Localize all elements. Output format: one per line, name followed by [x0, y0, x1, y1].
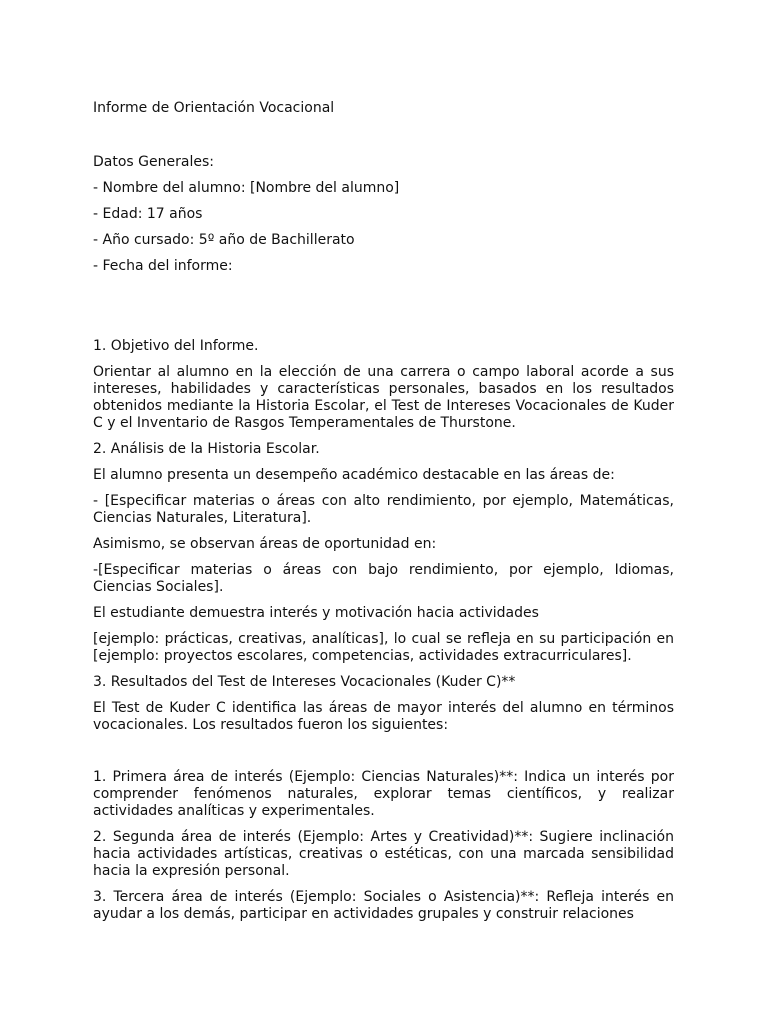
grade-line: - Año cursado: 5º año de Bachillerato: [93, 232, 355, 248]
section-2-paragraph-1: El alumno presenta un desempeño académico destacable en las áreas de:: [93, 467, 615, 483]
section-2-paragraph-6: [ejemplo: prácticas, creativas, analíticas], lo cual se refleja en su participación en [ejemplo: proyectos escolares, competencias, actividades extracurriculares].: [93, 631, 674, 664]
document-page: [93, 100, 674, 923]
document-title: Informe de Orientación Vocacional: [93, 100, 335, 116]
section-2-paragraph-3: Asimismo, se observan áreas de oportunidad en:: [93, 536, 437, 552]
student-name-line: - Nombre del alumno: [Nombre del alumno]: [93, 180, 400, 196]
age-line: - Edad: 17 años: [93, 206, 203, 222]
section-2-paragraph-5: El estudiante demuestra interés y motivación hacia actividades: [93, 605, 539, 621]
interest-area-item: 1. Primera área de interés (Ejemplo: Ciencias Naturales)**: Indica un interés por comprender fenómenos naturales, explorar temas científicos, y realizar actividades analíticas y experimentales.: [93, 769, 674, 819]
section-1-heading: 1. Objetivo del Informe.: [93, 338, 259, 354]
section-2-heading: 2. Análisis de la Historia Escolar.: [93, 441, 320, 457]
section-2-paragraph-4: -[Especificar materias o áreas con bajo rendimiento, por ejemplo, Idiomas, Ciencias Sociales].: [93, 562, 674, 595]
section-1-body: Orientar al alumno en la elección de una carrera o campo laboral acorde a sus intereses, habilidades y características personales, basados en los resultados obtenidos mediante la Historia Escolar, el Test de Intereses Vocacionales de Kuder C y el Inventario de Rasgos Temperamentales de Thurstone.: [93, 364, 674, 431]
section-3-intro: El Test de Kuder C identifica las áreas de mayor interés del alumno en términos vocacionales. Los resultados fueron los siguientes:: [93, 700, 674, 733]
report-date-line: - Fecha del informe:: [93, 258, 233, 274]
interest-area-item: 3. Tercera área de interés (Ejemplo: Sociales o Asistencia)**: Refleja interés en ayudar a los demás, participar en actividades grupales y construir relaciones: [93, 889, 674, 922]
interest-area-item: 2. Segunda área de interés (Ejemplo: Artes y Creatividad)**: Sugiere inclinación hacia actividades artísticas, creativas o estéticas, con una marcada sensibilidad hacia la expresión personal.: [93, 829, 674, 879]
section-2-paragraph-2: - [Especificar materias o áreas con alto rendimiento, por ejemplo, Matemáticas, Ciencias Naturales, Literatura].: [93, 493, 674, 526]
general-data-heading: Datos Generales:: [93, 154, 214, 170]
section-3-heading: 3. Resultados del Test de Intereses Vocacionales (Kuder C)**: [93, 674, 516, 690]
